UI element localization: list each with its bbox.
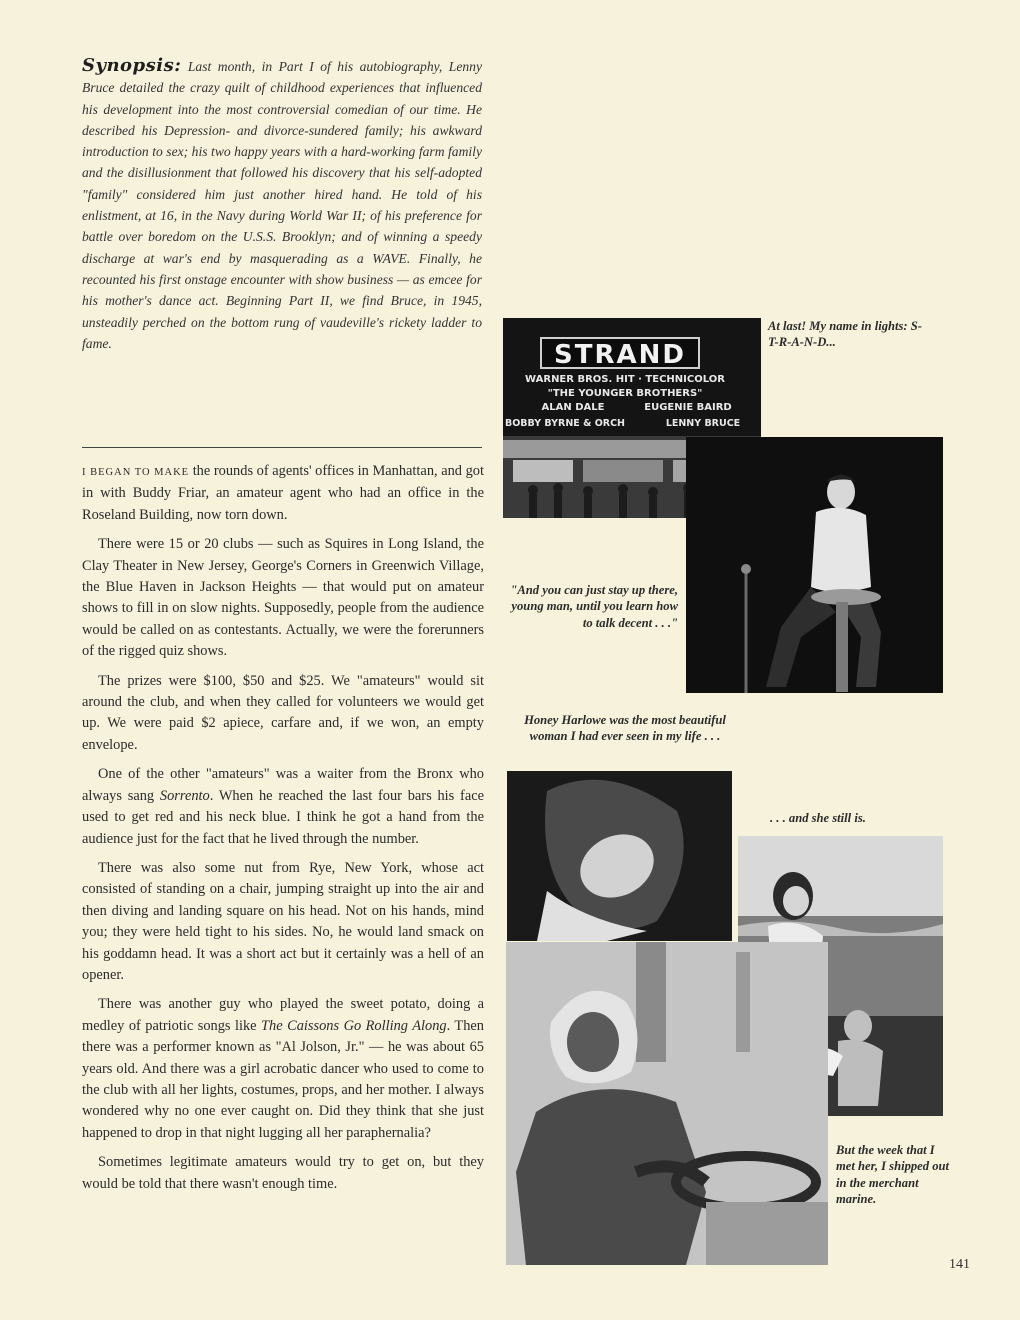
- song-title: The Caissons Go Rolling Along: [261, 1017, 447, 1034]
- svg-text:WARNER BROS. HIT · TECHNICOLOR: WARNER BROS. HIT · TECHNICOLOR: [525, 374, 725, 385]
- caption-honey: Honey Harlowe was the most beautiful woman I had ever seen in my life . . .: [524, 713, 726, 744]
- article-paragraph: One of the other "amateurs" was a waiter from the Bronx who always sang Sorrento. When he reached the last four bars his face used to get red and his neck blue. I think he got a hand from the audience just for the fact that he lived through the number.: [82, 766, 484, 847]
- article-paragraph: Sometimes legitimate amateurs would try to get on, but they would be told that there wasn't enough time.: [82, 1154, 484, 1192]
- svg-text:BOBBY BYRNE & ORCH: BOBBY BYRNE & ORCH: [504, 418, 626, 429]
- caption-stay-up: "And you can just stay up there, young man, until you learn how to talk decent . . .": [510, 583, 678, 630]
- caption-still: . . . and she still is.: [770, 811, 866, 825]
- svg-text:"THE YOUNGER BROTHERS": "THE YOUNGER BROTHERS": [547, 388, 703, 399]
- song-title: Sorrento: [159, 787, 210, 804]
- synopsis-text: Last month, in Part I of his autobiography, Lenny Bruce detailed the crazy quilt of childhood experiences that influenced his development into the most controversial comedian of our time. He described his Depression- and divorce-sundered family; his awkward introduction to sex; his two happy years with a hard-working farm family and the disillusionment that followed his discovery that his self-adopted "family" considered him just another hired hand. He told of his enlistment, at 16, in the Navy during World War II; of his preference for battle over boredom on the U.S.S. Brooklyn; and of winning a speedy discharge at war's end by masquerading as a WAVE. Finally, he recounted his first onstage encounter with show business — as emcee for his mother's dance act. Beginning Part II, we find Bruce, in 1945, unsteadily perched on the bottom rung of vaudeville's rickety ladder to fame.: [82, 59, 482, 351]
- marquee-sign: STRAND: [554, 340, 686, 370]
- lead-in: I BEGAN TO MAKE: [82, 467, 190, 478]
- svg-text:ALAN DALE: ALAN DALE: [541, 402, 605, 413]
- synopsis-label: Synopsis:: [82, 55, 182, 76]
- article-paragraph: I BEGAN TO MAKE the rounds of agents' offices in Manhattan, and got in with Buddy Friar, an amateur agent who had an office in the Roseland Building, now torn down.: [82, 463, 484, 523]
- svg-text:LENNY BRUCE: LENNY BRUCE: [665, 418, 741, 429]
- article-paragraph: There was another guy who played the sweet potato, doing a medley of patriotic songs like The Caissons Go Rolling Along. Then there was a performer known as "Al Jolson, Jr." — he was about 65 years old. And there was a girl acrobatic dancer who used to come to the club with all her lights, costumes, props, and her mother. I always wondered why no one ever caught on. Did they think that she just happened to drop in that night lugging all her paraphernalia?: [82, 996, 484, 1141]
- svg-text:EUGENIE BAIRD: EUGENIE BAIRD: [644, 402, 732, 413]
- article-paragraph: The prizes were $100, $50 and $25. We "amateurs" would sit around the club, and when they called for volunteers we would get up. We were paid $2 apiece, carfare and, if we won, an empty envelope.: [82, 672, 484, 753]
- caption-merchant-marine: But the week that I met her, I shipped out in the merchant marine.: [836, 1143, 950, 1207]
- synopsis: [82, 55, 482, 354]
- caption-strand: At last! My name in lights: S-T-R-A-N-D...: [768, 319, 922, 350]
- article-paragraph: There was also some nut from Rye, New York, whose act consisted of standing on a chair, jumping straight up into the air and then diving and landing square on his head. Not on his hands, mind you; they were held tight to his sides. No, he would land smack on his goddamn head. It was a short act but it certainly was a hell of an opener.: [82, 859, 484, 983]
- section-rule: [82, 447, 482, 448]
- article-paragraph: There were 15 or 20 clubs — such as Squires in Long Island, the Clay Theater in New Jersey, George's Corners in Greenwich Village, the Blue Haven in Jackson Heights — that would put on amateur shows to fill in on slow nights. Supposedly, people from the audience would be called on as contestants. Actually, we were the forerunners of the rigged quiz shows.: [82, 536, 484, 660]
- honey-portrait-photo: [507, 771, 732, 941]
- page-number: 141: [949, 1257, 970, 1272]
- merchant-marine-photo: [506, 942, 828, 1265]
- stool-photo: [686, 437, 943, 693]
- article-body: [82, 461, 484, 1203]
